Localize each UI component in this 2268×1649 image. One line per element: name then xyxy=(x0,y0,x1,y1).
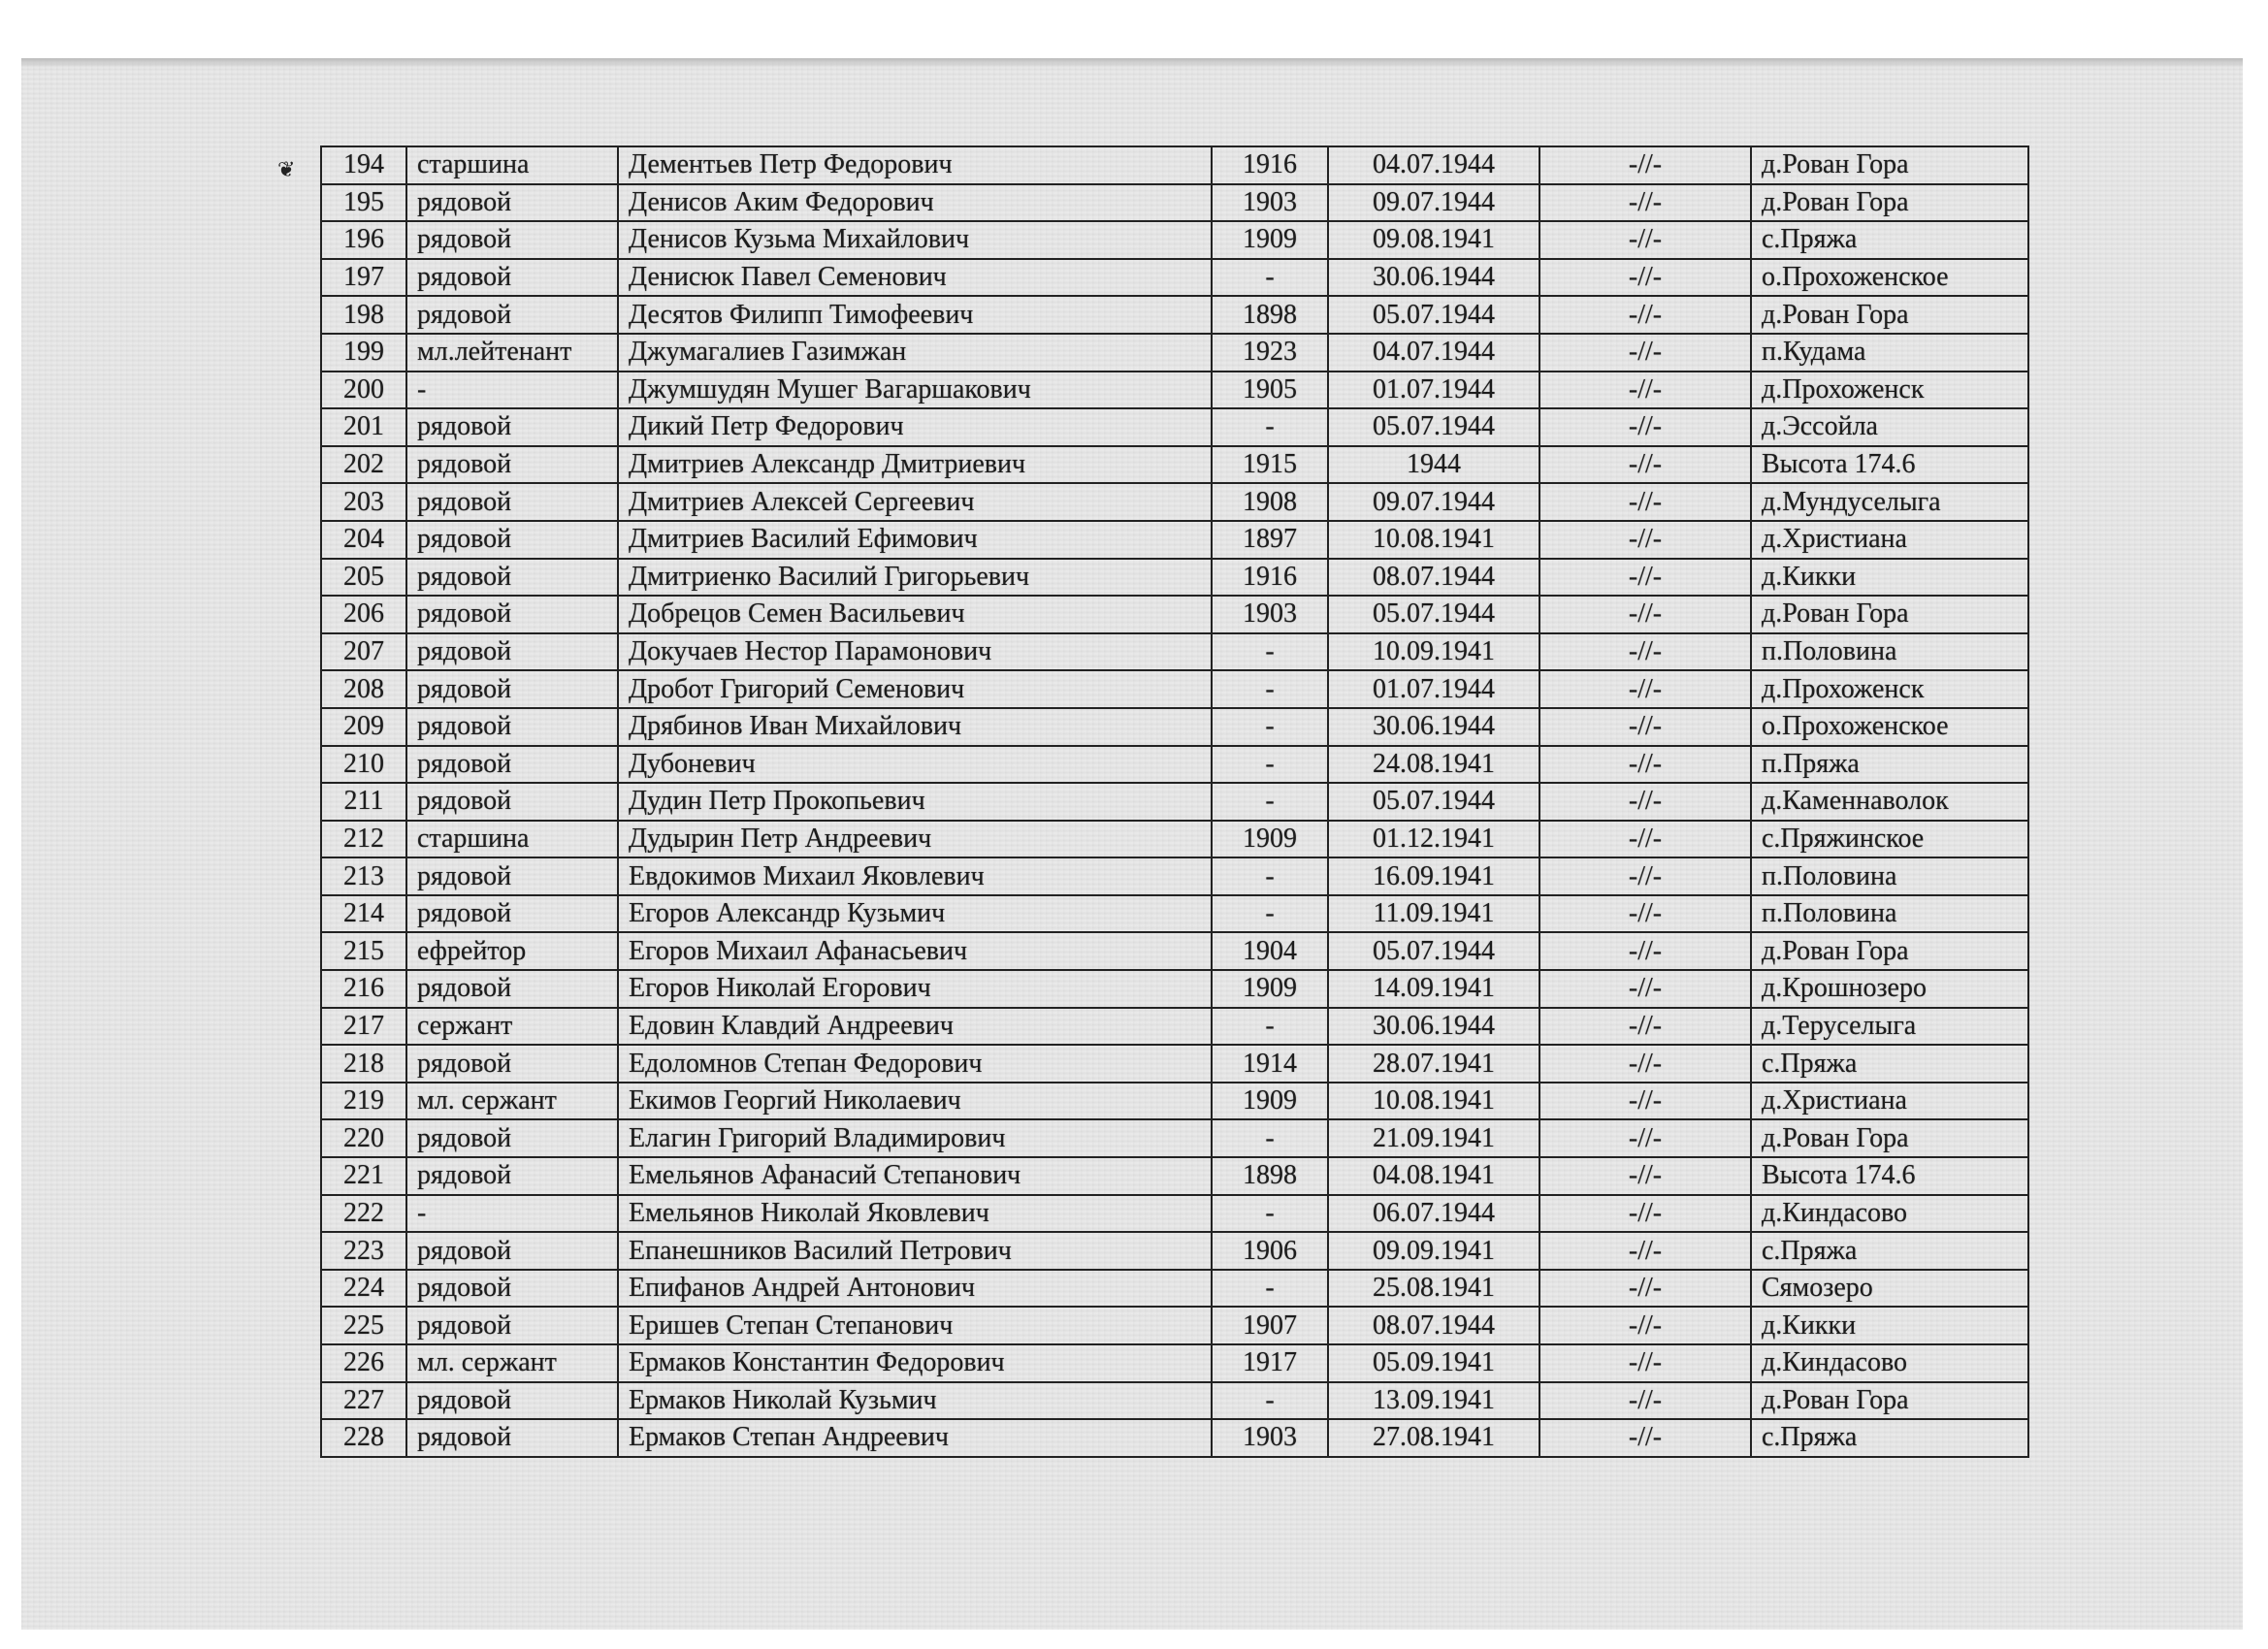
name-cell: Дмитриев Василий Ефимович xyxy=(618,521,1212,559)
name-cell: Дудин Петр Прокопьевич xyxy=(618,783,1212,821)
date-cell: 04.07.1944 xyxy=(1328,146,1539,184)
birth-year-cell: - xyxy=(1212,670,1328,708)
place-cell: д.Киндасово xyxy=(1751,1344,2028,1382)
name-cell: Елагин Григорий Владимирович xyxy=(618,1119,1212,1157)
row-number: 218 xyxy=(321,1045,406,1083)
status-cell: -//- xyxy=(1539,1045,1751,1083)
status-cell: -//- xyxy=(1539,1419,1751,1457)
name-cell: Докучаев Нестор Парамонович xyxy=(618,633,1212,671)
name-cell: Дементьев Петр Федорович xyxy=(618,146,1212,184)
rank-cell: рядовой xyxy=(406,1382,618,1420)
rank-cell: рядовой xyxy=(406,408,618,446)
row-number: 226 xyxy=(321,1344,406,1382)
status-cell: -//- xyxy=(1539,221,1751,259)
name-cell: Епанешников Василий Петрович xyxy=(618,1232,1212,1270)
date-cell: 27.08.1941 xyxy=(1328,1419,1539,1457)
date-cell: 04.07.1944 xyxy=(1328,334,1539,372)
place-cell: д.Эссойла xyxy=(1751,408,2028,446)
place-cell: д.Рован Гора xyxy=(1751,1382,2028,1420)
birth-year-cell: - xyxy=(1212,1195,1328,1233)
place-cell: п.Пряжа xyxy=(1751,746,2028,784)
date-cell: 09.09.1941 xyxy=(1328,1232,1539,1270)
table-row xyxy=(321,408,2028,446)
rank-cell: мл.лейтенант xyxy=(406,334,618,372)
birth-year-cell: - xyxy=(1212,408,1328,446)
date-cell: 24.08.1941 xyxy=(1328,746,1539,784)
status-cell: -//- xyxy=(1539,670,1751,708)
birth-year-cell: - xyxy=(1212,857,1328,895)
place-cell: д.Рован Гора xyxy=(1751,146,2028,184)
birth-year-cell: 1897 xyxy=(1212,521,1328,559)
name-cell: Добрецов Семен Васильевич xyxy=(618,596,1212,633)
casualty-roster-table xyxy=(320,146,2029,1458)
birth-year-cell: 1917 xyxy=(1212,1344,1328,1382)
row-number: 217 xyxy=(321,1008,406,1046)
table-row xyxy=(321,296,2028,334)
row-number: 197 xyxy=(321,259,406,297)
place-cell: Высота 174.6 xyxy=(1751,1157,2028,1195)
birth-year-cell: - xyxy=(1212,1270,1328,1308)
row-number: 215 xyxy=(321,932,406,970)
status-cell: -//- xyxy=(1539,559,1751,597)
rank-cell: рядовой xyxy=(406,184,618,222)
table-row xyxy=(321,857,2028,895)
rank-cell: рядовой xyxy=(406,1419,618,1457)
birth-year-cell: 1898 xyxy=(1212,1157,1328,1195)
row-number: 214 xyxy=(321,895,406,933)
birth-year-cell: 1909 xyxy=(1212,221,1328,259)
row-number: 198 xyxy=(321,296,406,334)
rank-cell: рядовой xyxy=(406,446,618,484)
status-cell: -//- xyxy=(1539,1195,1751,1233)
name-cell: Емельянов Афанасий Степанович xyxy=(618,1157,1212,1195)
name-cell: Денисов Аким Федорович xyxy=(618,184,1212,222)
table-row xyxy=(321,221,2028,259)
date-cell: 11.09.1941 xyxy=(1328,895,1539,933)
date-cell: 05.07.1944 xyxy=(1328,296,1539,334)
rank-cell: рядовой xyxy=(406,1270,618,1308)
row-number: 206 xyxy=(321,596,406,633)
place-cell: д.Рован Гора xyxy=(1751,1119,2028,1157)
birth-year-cell: 1905 xyxy=(1212,372,1328,409)
date-cell: 25.08.1941 xyxy=(1328,1270,1539,1308)
row-number: 202 xyxy=(321,446,406,484)
status-cell: -//- xyxy=(1539,1008,1751,1046)
name-cell: Ермаков Константин Федорович xyxy=(618,1344,1212,1382)
table-row xyxy=(321,596,2028,633)
name-cell: Денисюк Павел Семенович xyxy=(618,259,1212,297)
name-cell: Емельянов Николай Яковлевич xyxy=(618,1195,1212,1233)
table-row xyxy=(321,1045,2028,1083)
row-number: 221 xyxy=(321,1157,406,1195)
name-cell: Джумагалиев Газимжан xyxy=(618,334,1212,372)
place-cell: п.Половина xyxy=(1751,633,2028,671)
name-cell: Едовин Клавдий Андреевич xyxy=(618,1008,1212,1046)
birth-year-cell: 1898 xyxy=(1212,296,1328,334)
table-row xyxy=(321,633,2028,671)
place-cell: с.Пряжа xyxy=(1751,1232,2028,1270)
date-cell: 05.07.1944 xyxy=(1328,408,1539,446)
status-cell: -//- xyxy=(1539,932,1751,970)
name-cell: Егоров Александр Кузьмич xyxy=(618,895,1212,933)
place-cell: д.Христиана xyxy=(1751,521,2028,559)
place-cell: д.Кикки xyxy=(1751,559,2028,597)
table-row xyxy=(321,146,2028,184)
place-cell: о.Прохоженское xyxy=(1751,259,2028,297)
table-row xyxy=(321,932,2028,970)
status-cell: -//- xyxy=(1539,446,1751,484)
row-number: 196 xyxy=(321,221,406,259)
birth-year-cell: - xyxy=(1212,1382,1328,1420)
table-row xyxy=(321,1307,2028,1344)
status-cell: -//- xyxy=(1539,1119,1751,1157)
rank-cell: - xyxy=(406,1195,618,1233)
status-cell: -//- xyxy=(1539,1270,1751,1308)
birth-year-cell: - xyxy=(1212,783,1328,821)
status-cell: -//- xyxy=(1539,184,1751,222)
place-cell: д.Мундуселыга xyxy=(1751,483,2028,521)
page-edge-shadow xyxy=(21,58,2243,68)
status-cell: -//- xyxy=(1539,1232,1751,1270)
table-row xyxy=(321,1119,2028,1157)
rank-cell: рядовой xyxy=(406,1119,618,1157)
table-row xyxy=(321,259,2028,297)
date-cell: 08.07.1944 xyxy=(1328,559,1539,597)
row-number: 224 xyxy=(321,1270,406,1308)
birth-year-cell: 1906 xyxy=(1212,1232,1328,1270)
date-cell: 08.07.1944 xyxy=(1328,1307,1539,1344)
place-cell: д.Прохоженск xyxy=(1751,670,2028,708)
place-cell: д.Каменнаволок xyxy=(1751,783,2028,821)
table-row xyxy=(321,559,2028,597)
name-cell: Ермаков Николай Кузьмич xyxy=(618,1382,1212,1420)
place-cell: д.Крошнозеро xyxy=(1751,970,2028,1008)
birth-year-cell: 1914 xyxy=(1212,1045,1328,1083)
birth-year-cell: 1904 xyxy=(1212,932,1328,970)
rank-cell: рядовой xyxy=(406,783,618,821)
table-row xyxy=(321,1008,2028,1046)
table-row xyxy=(321,1344,2028,1382)
birth-year-cell: - xyxy=(1212,708,1328,746)
date-cell: 05.07.1944 xyxy=(1328,783,1539,821)
status-cell: -//- xyxy=(1539,895,1751,933)
name-cell: Дмитриенко Василий Григорьевич xyxy=(618,559,1212,597)
table-row xyxy=(321,708,2028,746)
rank-cell: мл. сержант xyxy=(406,1344,618,1382)
rank-cell: мл. сержант xyxy=(406,1083,618,1120)
row-number: 203 xyxy=(321,483,406,521)
date-cell: 10.08.1941 xyxy=(1328,521,1539,559)
place-cell: с.Пряжа xyxy=(1751,221,2028,259)
birth-year-cell: 1908 xyxy=(1212,483,1328,521)
row-number: 205 xyxy=(321,559,406,597)
table-row xyxy=(321,334,2028,372)
status-cell: -//- xyxy=(1539,1344,1751,1382)
row-number: 228 xyxy=(321,1419,406,1457)
status-cell: -//- xyxy=(1539,521,1751,559)
table-row xyxy=(321,1419,2028,1457)
place-cell: Высота 174.6 xyxy=(1751,446,2028,484)
row-number: 200 xyxy=(321,372,406,409)
place-cell: д.Теруселыга xyxy=(1751,1008,2028,1046)
name-cell: Екимов Георгий Николаевич xyxy=(618,1083,1212,1120)
table-row xyxy=(321,1157,2028,1195)
rank-cell: рядовой xyxy=(406,1232,618,1270)
name-cell: Дробот Григорий Семенович xyxy=(618,670,1212,708)
place-cell: д.Кикки xyxy=(1751,1307,2028,1344)
rank-cell: рядовой xyxy=(406,746,618,784)
table-row xyxy=(321,670,2028,708)
date-cell: 28.07.1941 xyxy=(1328,1045,1539,1083)
rank-cell: - xyxy=(406,372,618,409)
row-number: 201 xyxy=(321,408,406,446)
bookmark-mark-icon: ❦ xyxy=(277,157,296,181)
table-row xyxy=(321,1270,2028,1308)
date-cell: 30.06.1944 xyxy=(1328,1008,1539,1046)
name-cell: Евдокимов Михаил Яковлевич xyxy=(618,857,1212,895)
date-cell: 16.09.1941 xyxy=(1328,857,1539,895)
row-number: 222 xyxy=(321,1195,406,1233)
birth-year-cell: - xyxy=(1212,633,1328,671)
table-row xyxy=(321,184,2028,222)
row-number: 195 xyxy=(321,184,406,222)
row-number: 210 xyxy=(321,746,406,784)
status-cell: -//- xyxy=(1539,296,1751,334)
place-cell: д.Рован Гора xyxy=(1751,296,2028,334)
birth-year-cell: 1909 xyxy=(1212,970,1328,1008)
birth-year-cell: 1915 xyxy=(1212,446,1328,484)
birth-year-cell: - xyxy=(1212,895,1328,933)
date-cell: 1944 xyxy=(1328,446,1539,484)
status-cell: -//- xyxy=(1539,857,1751,895)
name-cell: Джумшудян Мушег Вагаршакович xyxy=(618,372,1212,409)
table-row xyxy=(321,1382,2028,1420)
status-cell: -//- xyxy=(1539,596,1751,633)
birth-year-cell: 1916 xyxy=(1212,559,1328,597)
rank-cell: рядовой xyxy=(406,559,618,597)
table-row xyxy=(321,746,2028,784)
rank-cell: рядовой xyxy=(406,596,618,633)
name-cell: Дудырин Петр Андреевич xyxy=(618,821,1212,858)
place-cell: п.Кудама xyxy=(1751,334,2028,372)
place-cell: с.Пряжинское xyxy=(1751,821,2028,858)
roster-body xyxy=(321,146,2028,1457)
row-number: 220 xyxy=(321,1119,406,1157)
row-number: 212 xyxy=(321,821,406,858)
row-number: 204 xyxy=(321,521,406,559)
rank-cell: рядовой xyxy=(406,857,618,895)
table-row xyxy=(321,521,2028,559)
row-number: 225 xyxy=(321,1307,406,1344)
birth-year-cell: 1916 xyxy=(1212,146,1328,184)
date-cell: 05.07.1944 xyxy=(1328,932,1539,970)
date-cell: 30.06.1944 xyxy=(1328,259,1539,297)
rank-cell: старшина xyxy=(406,821,618,858)
row-number: 194 xyxy=(321,146,406,184)
rank-cell: ефрейтор xyxy=(406,932,618,970)
date-cell: 05.07.1944 xyxy=(1328,596,1539,633)
date-cell: 13.09.1941 xyxy=(1328,1382,1539,1420)
date-cell: 01.07.1944 xyxy=(1328,670,1539,708)
date-cell: 10.08.1941 xyxy=(1328,1083,1539,1120)
name-cell: Дикий Петр Федорович xyxy=(618,408,1212,446)
status-cell: -//- xyxy=(1539,746,1751,784)
row-number: 211 xyxy=(321,783,406,821)
date-cell: 09.07.1944 xyxy=(1328,483,1539,521)
table-row xyxy=(321,1195,2028,1233)
table-row xyxy=(321,895,2028,933)
table-row xyxy=(321,1232,2028,1270)
row-number: 199 xyxy=(321,334,406,372)
table-row xyxy=(321,1083,2028,1120)
rank-cell: рядовой xyxy=(406,221,618,259)
place-cell: с.Пряжа xyxy=(1751,1419,2028,1457)
status-cell: -//- xyxy=(1539,821,1751,858)
place-cell: д.Рован Гора xyxy=(1751,596,2028,633)
rank-cell: рядовой xyxy=(406,483,618,521)
place-cell: с.Пряжа xyxy=(1751,1045,2028,1083)
name-cell: Егоров Михаил Афанасьевич xyxy=(618,932,1212,970)
row-number: 227 xyxy=(321,1382,406,1420)
status-cell: -//- xyxy=(1539,708,1751,746)
birth-year-cell: 1903 xyxy=(1212,596,1328,633)
status-cell: -//- xyxy=(1539,483,1751,521)
status-cell: -//- xyxy=(1539,970,1751,1008)
status-cell: -//- xyxy=(1539,1083,1751,1120)
rank-cell: рядовой xyxy=(406,633,618,671)
birth-year-cell: 1903 xyxy=(1212,184,1328,222)
table-row xyxy=(321,970,2028,1008)
birth-year-cell: 1903 xyxy=(1212,1419,1328,1457)
row-number: 219 xyxy=(321,1083,406,1120)
table-row xyxy=(321,372,2028,409)
place-cell: д.Христиана xyxy=(1751,1083,2028,1120)
rank-cell: старшина xyxy=(406,146,618,184)
rank-cell: рядовой xyxy=(406,708,618,746)
birth-year-cell: - xyxy=(1212,259,1328,297)
place-cell: д.Рован Гора xyxy=(1751,184,2028,222)
place-cell: о.Прохоженское xyxy=(1751,708,2028,746)
row-number: 207 xyxy=(321,633,406,671)
table-row xyxy=(321,483,2028,521)
date-cell: 06.07.1944 xyxy=(1328,1195,1539,1233)
name-cell: Еришев Степан Степанович xyxy=(618,1307,1212,1344)
name-cell: Дмитриев Алексей Сергеевич xyxy=(618,483,1212,521)
row-number: 208 xyxy=(321,670,406,708)
date-cell: 01.12.1941 xyxy=(1328,821,1539,858)
status-cell: -//- xyxy=(1539,1307,1751,1344)
status-cell: -//- xyxy=(1539,372,1751,409)
row-number: 223 xyxy=(321,1232,406,1270)
date-cell: 09.08.1941 xyxy=(1328,221,1539,259)
status-cell: -//- xyxy=(1539,408,1751,446)
name-cell: Едоломнов Степан Федорович xyxy=(618,1045,1212,1083)
date-cell: 04.08.1941 xyxy=(1328,1157,1539,1195)
status-cell: -//- xyxy=(1539,1157,1751,1195)
name-cell: Денисов Кузьма Михайлович xyxy=(618,221,1212,259)
date-cell: 30.06.1944 xyxy=(1328,708,1539,746)
place-cell: д.Киндасово xyxy=(1751,1195,2028,1233)
place-cell: д.Рован Гора xyxy=(1751,932,2028,970)
date-cell: 09.07.1944 xyxy=(1328,184,1539,222)
date-cell: 05.09.1941 xyxy=(1328,1344,1539,1382)
date-cell: 21.09.1941 xyxy=(1328,1119,1539,1157)
place-cell: п.Половина xyxy=(1751,895,2028,933)
status-cell: -//- xyxy=(1539,1382,1751,1420)
date-cell: 14.09.1941 xyxy=(1328,970,1539,1008)
status-cell: -//- xyxy=(1539,783,1751,821)
rank-cell: рядовой xyxy=(406,1045,618,1083)
name-cell: Дрябинов Иван Михайлович xyxy=(618,708,1212,746)
status-cell: -//- xyxy=(1539,633,1751,671)
table-row xyxy=(321,446,2028,484)
place-cell: п.Половина xyxy=(1751,857,2028,895)
date-cell: 10.09.1941 xyxy=(1328,633,1539,671)
birth-year-cell: - xyxy=(1212,1119,1328,1157)
rank-cell: рядовой xyxy=(406,521,618,559)
name-cell: Егоров Николай Егорович xyxy=(618,970,1212,1008)
rank-cell: рядовой xyxy=(406,1157,618,1195)
name-cell: Дубоневич xyxy=(618,746,1212,784)
row-number: 209 xyxy=(321,708,406,746)
status-cell: -//- xyxy=(1539,334,1751,372)
rank-cell: рядовой xyxy=(406,970,618,1008)
status-cell: -//- xyxy=(1539,259,1751,297)
rank-cell: рядовой xyxy=(406,895,618,933)
name-cell: Епифанов Андрей Антонович xyxy=(618,1270,1212,1308)
rank-cell: рядовой xyxy=(406,1307,618,1344)
table-row xyxy=(321,783,2028,821)
birth-year-cell: 1909 xyxy=(1212,1083,1328,1120)
place-cell: Сямозеро xyxy=(1751,1270,2028,1308)
place-cell: д.Прохоженск xyxy=(1751,372,2028,409)
row-number: 213 xyxy=(321,857,406,895)
rank-cell: рядовой xyxy=(406,670,618,708)
name-cell: Дмитриев Александр Дмитриевич xyxy=(618,446,1212,484)
birth-year-cell: 1909 xyxy=(1212,821,1328,858)
rank-cell: сержант xyxy=(406,1008,618,1046)
birth-year-cell: 1907 xyxy=(1212,1307,1328,1344)
name-cell: Ермаков Степан Андреевич xyxy=(618,1419,1212,1457)
row-number: 216 xyxy=(321,970,406,1008)
rank-cell: рядовой xyxy=(406,259,618,297)
birth-year-cell: - xyxy=(1212,746,1328,784)
date-cell: 01.07.1944 xyxy=(1328,372,1539,409)
table-row xyxy=(321,821,2028,858)
birth-year-cell: - xyxy=(1212,1008,1328,1046)
birth-year-cell: 1923 xyxy=(1212,334,1328,372)
rank-cell: рядовой xyxy=(406,296,618,334)
name-cell: Десятов Филипп Тимофеевич xyxy=(618,296,1212,334)
status-cell: -//- xyxy=(1539,146,1751,184)
